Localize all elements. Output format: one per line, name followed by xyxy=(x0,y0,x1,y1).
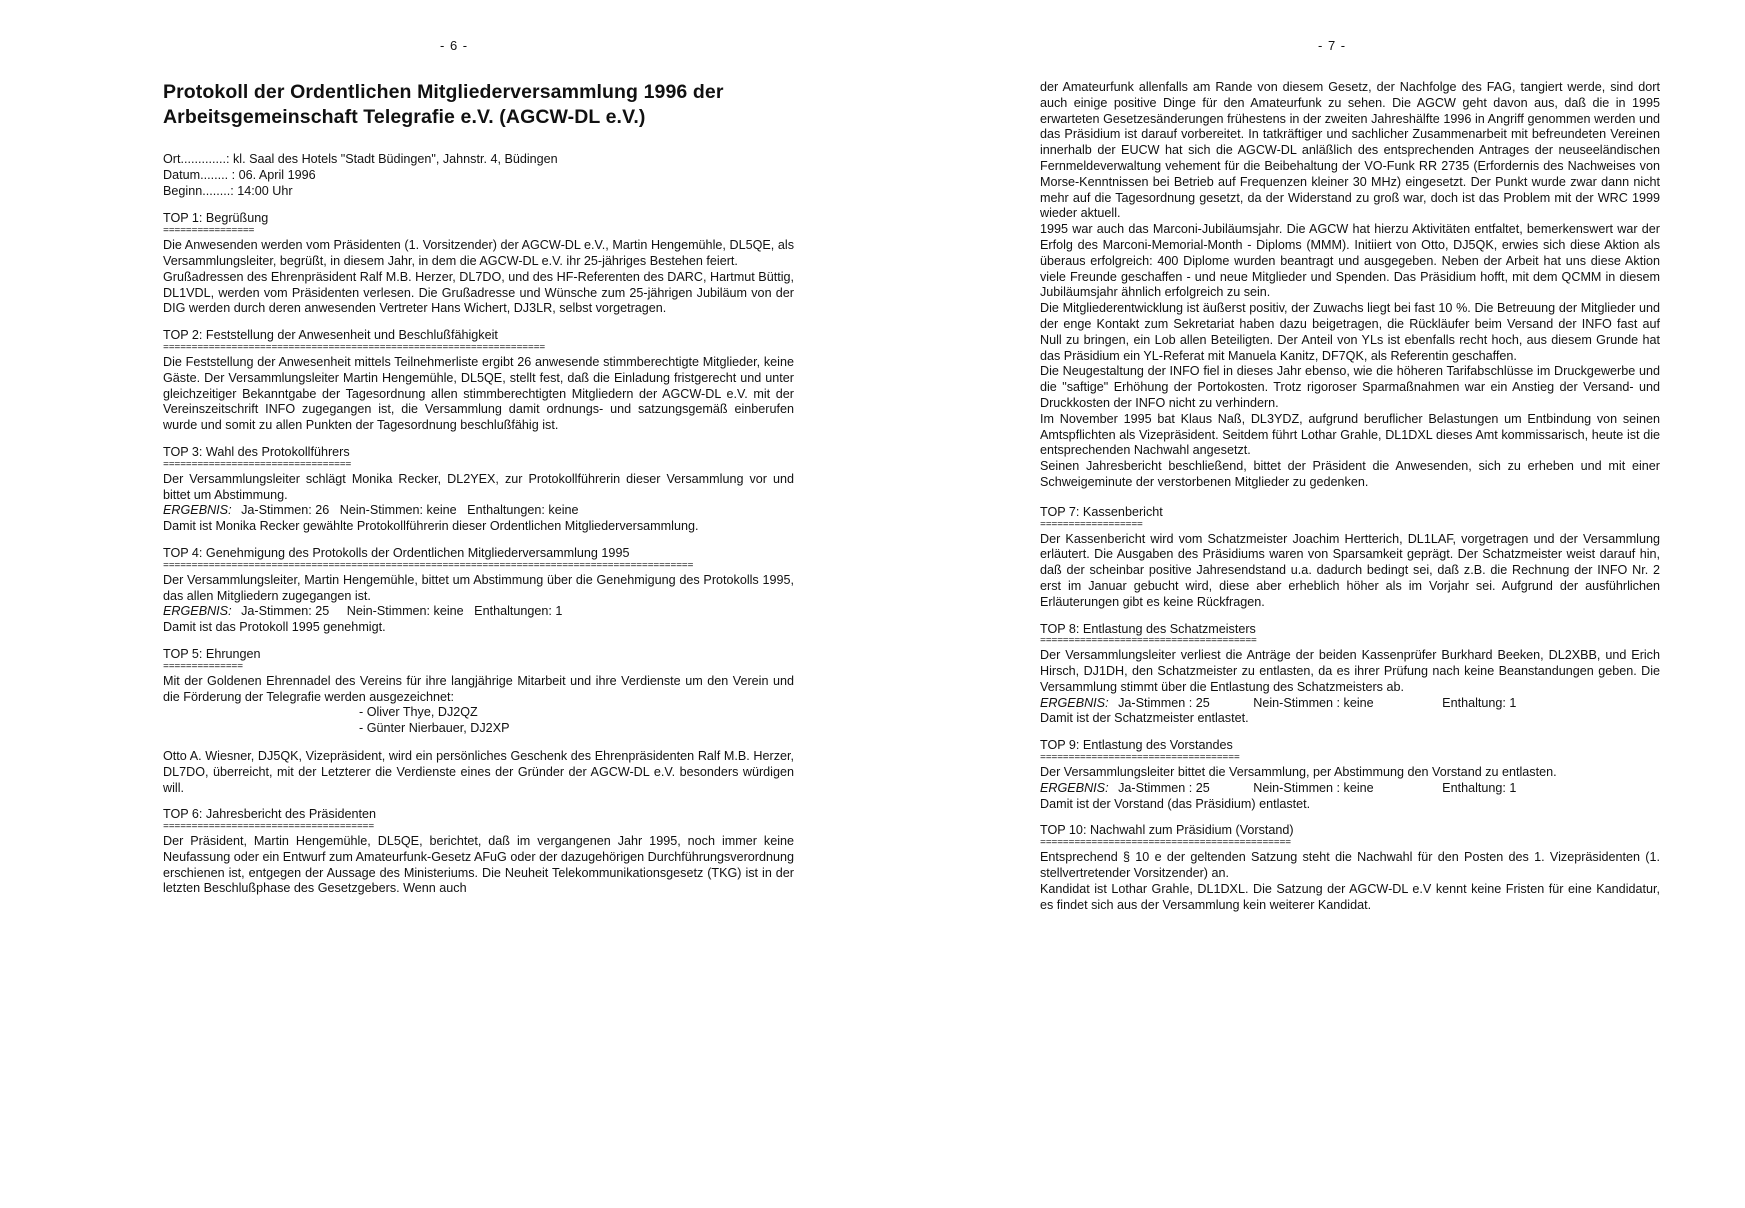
vote-abstain: Enthaltung: 1 xyxy=(1442,695,1517,710)
top8-vote-result xyxy=(1040,696,1660,712)
top7-heading: TOP 7: Kassenbericht xyxy=(1040,504,1163,519)
top9-vote-result xyxy=(1040,781,1660,797)
top4-vote-result xyxy=(163,604,794,620)
vote-no: Nein-Stimmen: keine xyxy=(339,503,457,518)
meta-value: 06. April 1996 xyxy=(238,167,316,182)
top1-section xyxy=(163,211,794,317)
vote-result-label: ERGEBNIS: xyxy=(1040,695,1109,710)
meta-value: 14:00 Uhr xyxy=(237,183,293,198)
meta-label: Datum........ : xyxy=(163,167,236,182)
top2-section xyxy=(163,328,794,434)
vote-abstain: Enthaltungen: keine xyxy=(467,503,579,518)
vote-yes: Ja-Stimmen : 25 xyxy=(1118,695,1210,710)
top9-paragraph-2: Damit ist der Vorstand (das Präsidium) entlastet. xyxy=(1040,796,1311,811)
vote-abstain: Enthaltung: 1 xyxy=(1442,780,1517,795)
page-number-left: - 6 - xyxy=(440,38,469,53)
top4-paragraph-1: Der Versammlungsleiter, Martin Hengemühle, bittet um Abstimmung über die Genehmigung des Protokolls 1995, das allen Mitgliedern zugegangen ist. xyxy=(163,572,794,603)
top8-rule: ====================================== xyxy=(1040,638,1257,647)
top3-heading: TOP 3: Wahl des Protokollführers xyxy=(163,444,350,459)
top10-paragraph-1: Entsprechend § 10 e der geltenden Satzung steht die Nachwahl für den Posten des 1. Vizepräsidenten (1. stellvertretender Vorsitzender) an. xyxy=(1040,850,1660,881)
top9-paragraph-1: Der Versammlungsleiter bittet die Versammlung, per Abstimmung den Vorstand zu entlasten. xyxy=(1040,765,1557,780)
vote-result-label: ERGEBNIS: xyxy=(163,604,232,619)
top8-paragraph-2: Damit ist der Schatzmeister entlastet. xyxy=(1040,711,1249,726)
top6-paragraph-1-continued: der Amateurfunk allenfalls am Rande von diesem Gesetz, der Nachfolge des FAG, tangiert werde, sind dort auch einige positive Dinge für den Amateurfunk zu sehen. Die AGCW geht davon aus, daß die in 1995 erwarteten Gesetzesänderungen frühestens in der zweiten Jahreshälfte 1996 in Angriff genommen werden und das Präsidium ist darauf vorbereitet. In tatkräftiger und sachlicher Zusammenarbeit mit befreundeten Vereinen innerhalb der EUCW hat sich die AGCW-DL anläßlich des entsprechenden Antrages der neuseeländischen Fernmeldeverwaltung vehement für die Beibehaltung der VO-Funk RR 2735 (Erfordernis des Nachweises von Morse-Kenntnissen bei Betrieb auf Frequenzen kleiner 30 MHz) eingesetzt. Der Punkt wurde zwar dann nicht mehr auf die Tagesordnung gesetzt, da der Widerstand zu groß war, doch ist das Problem mit der WRC 1999 wieder aktuell. xyxy=(1040,80,1660,221)
top6-heading: TOP 6: Jahresbericht des Präsidenten xyxy=(163,807,377,822)
honoree-list xyxy=(359,705,794,737)
meta-start xyxy=(163,184,794,200)
honoree-item: - Günter Nierbauer, DJ2XP xyxy=(359,721,510,736)
top3-section xyxy=(163,445,794,535)
top5-paragraph-2: Otto A. Wiesner, DJ5QK, Vizepräsident, wird ein persönliches Geschenk des Ehrenpräsidenten Ralf M.B. Herzer, DL7DO, überreicht, mit der Letzterer die Verdienste eines der Gründer der AGCW-DL e.V. besonders würdigen will. xyxy=(163,748,794,795)
top6-paragraph-3: Die Mitgliederentwicklung ist äußerst positiv, der Zuwachs liegt bei fast 10 %. Die Betreuung der Mitglieder und der enge Kontakt zum Sekretariat haben dazu beigetragen, die Rückläufer beim Versand der INFO fast auf Null zu bringen, ein Lob allen Beteiligten. Der Anteil von YLs ist ebenfalls recht hoch, aus diesem Grunde hat das Präsidium ein YL-Referat mit Manuela Kanitz, DF7QK, als Referentin geschaffen. xyxy=(1040,301,1660,363)
top6-paragraph-5: Im November 1995 bat Klaus Naß, DL3YDZ, aufgrund beruflicher Belastungen um Entbindung von seinen Amtspflichten als Vizepräsident. Seitdem führt Lothar Grahle, DL1DXL dieses Amt kommissarisch, heute ist die entsprechenden Nachwahl angesetzt. xyxy=(1040,411,1660,458)
top6-section xyxy=(163,807,794,897)
top8-section xyxy=(1040,622,1660,728)
meta-location xyxy=(163,152,794,168)
top9-heading: TOP 9: Entlastung des Vorstandes xyxy=(1040,738,1233,753)
top1-heading: TOP 1: Begrüßung xyxy=(163,211,269,226)
top1-paragraph-2: Grußadressen des Ehrenpräsident Ralf M.B. Herzer, DL7DO, und des HF-Referenten des DARC, Hartmut Büttig, DL1VDL, werden vom Präsidenten verlesen. Die Grußadresse und Wünsche zum 25-jährigen Jubiläum von der DIG werden durch deren anwesenden Vertreter Hans Wichert, DJ3LR, selbst vorgetragen. xyxy=(163,269,794,316)
top2-rule: =================================================================== xyxy=(163,344,545,353)
meeting-info xyxy=(163,152,794,199)
top3-paragraph-2: Damit ist Monika Recker gewählte Protokollführerin dieser Ordentlichen Mitgliederversammlung. xyxy=(163,519,699,534)
vote-no: Nein-Stimmen : keine xyxy=(1253,780,1374,795)
top1-paragraph-1: Die Anwesenden werden vom Präsidenten (1. Vorsitzender) der AGCW-DL e.V., Martin Hengemühle, DL5QE, als Versammlungsleiter, begrüßt, in diesem Jahr, in dem die AGCW-DL e.V. ihr 25-jähriges Bestehen feiert. xyxy=(163,238,794,268)
meta-label: Beginn........: xyxy=(163,183,234,198)
vote-no: Nein-Stimmen: keine xyxy=(346,604,464,619)
top5-section xyxy=(163,647,794,796)
top4-heading: TOP 4: Genehmigung des Protokolls der Ordentlichen Mitgliederversammlung 1995 xyxy=(163,545,630,560)
page-number-right: - 7 - xyxy=(1318,38,1347,53)
vote-result-label: ERGEBNIS: xyxy=(1040,780,1109,795)
top7-paragraph-1: Der Kassenbericht wird vom Schatzmeister Joachim Hertterich, DL1LAF, vorgetragen und der Versammlung erläutert. Die Ausgaben des Präsidiums waren von Sparsamkeit geprägt. Der Schatzmeister weist darauf hin, daß der scheinbar positive Jahresendstand u.a. dadurch bedingt sei, daß z.B. die Rechnung der INFO Nr. 2 erst im Januar gebucht wird, diese aber erheblich höher als im Vorjahr sei. Aufgrund der ausführlichen Erläuterungen gibt es keine Rückfragen. xyxy=(1040,531,1660,609)
top6-paragraph-4: Die Neugestaltung der INFO fiel in dieses Jahr ebenso, wie die höheren Tarifabschlüsse im Druckgewerbe und die "saftige" Erhöhung der Portokosten. Trotz rigoroser Sparmaßnahmen war ein Anstieg der Versand- und Druckkosten der INFO nicht zu verhindern. xyxy=(1040,364,1660,410)
top7-rule: ================== xyxy=(1040,521,1143,530)
top7-section xyxy=(1040,505,1660,611)
top3-vote-result xyxy=(163,503,794,519)
top4-rule: ============================================================================================= xyxy=(163,562,694,571)
honoree-item: - Oliver Thye, DJ2QZ xyxy=(359,705,478,720)
meta-date xyxy=(163,168,794,184)
top2-heading: TOP 2: Feststellung der Anwesenheit und Beschlußfähigkeit xyxy=(163,328,498,343)
meta-label: Ort.............: xyxy=(163,152,230,166)
top6-paragraph-2: 1995 war auch das Marconi-Jubiläumsjahr. Die AGCW hat hierzu Aktivitäten entfaltet, bemerkenswert war der Erfolg des Marconi-Memorial-Month - Diploms (MMM). Initiiert von Otto, DJ5QK, erwies sich diese Aktion als überaus erfolgreich: 400 Diplome wurden beantragt und ausgegeben. Neben der Arbeit hat uns diese Aktion viele Freunde geschaffen - und neue Mitglieder und Spenden. Das Präsidium hofft, mit dem QCMM in diesem Jubiläumsjahr ähnlich erfolgreich zu sein. xyxy=(1040,222,1660,300)
top8-paragraph-1: Der Versammlungsleiter verliest die Anträge der beiden Kassenprüfer Burkhard Beeken, DL2XBB, und Erich Hirsch, DJ1DH, den Schatzmeister zu entlasten, da es ihrer Prüfung nach keine Beanstandungen geben. Die Versammlung stimmt über die Entlastung des Schatzmeisters ab. xyxy=(1040,648,1660,694)
top3-rule: ================================= xyxy=(163,461,352,470)
left-page xyxy=(163,80,794,897)
top6-rule: ===================================== xyxy=(163,824,374,833)
top10-rule: ============================================ xyxy=(1040,840,1291,849)
vote-yes: Ja-Stimmen : 25 xyxy=(1118,780,1210,795)
top9-rule: =================================== xyxy=(1040,755,1240,764)
top1-rule: ================ xyxy=(163,228,255,237)
top9-section xyxy=(1040,738,1660,812)
meta-value: kl. Saal des Hotels "Stadt Büdingen", Jahnstr. 4, Büdingen xyxy=(232,152,558,166)
vote-abstain: Enthaltungen: 1 xyxy=(474,604,563,619)
top10-section xyxy=(1040,823,1660,913)
right-page xyxy=(1040,80,1660,913)
top5-paragraph-1: Mit der Goldenen Ehrennadel des Vereins für ihre langjährige Mitarbeit und ihre Verdienste um den Verein und die Förderung der Telegrafie werden ausgezeichnet: xyxy=(163,673,794,704)
top4-section xyxy=(163,546,794,636)
top4-paragraph-2: Damit ist das Protokoll 1995 genehmigt. xyxy=(163,620,386,635)
top5-rule: ============== xyxy=(163,663,243,672)
vote-no: Nein-Stimmen : keine xyxy=(1253,695,1374,710)
vote-result-label: ERGEBNIS: xyxy=(163,503,232,518)
top8-heading: TOP 8: Entlastung des Schatzmeisters xyxy=(1040,621,1256,636)
vote-yes: Ja-Stimmen: 25 xyxy=(241,604,330,619)
top10-paragraph-2: Kandidat ist Lothar Grahle, DL1DXL. Die Satzung der AGCW-DL e.V kennt keine Fristen für eine Kandidatur, es findet sich aus der Versammlung kein weiterer Kandidat. xyxy=(1040,881,1660,912)
top5-heading: TOP 5: Ehrungen xyxy=(163,646,261,661)
top3-paragraph-1: Der Versammlungsleiter schlägt Monika Recker, DL2YEX, zur Protokollführerin dieser Versammlung vor und bittet um Abstimmung. xyxy=(163,471,794,502)
top10-heading: TOP 10: Nachwahl zum Präsidium (Vorstand) xyxy=(1040,823,1294,838)
document-title: Protokoll der Ordentlichen Mitgliederversammlung 1996 der Arbeitsgemeinschaft Telegrafie e.V. (AGCW-DL e.V.) xyxy=(163,81,724,128)
top6-paragraph-1-start: Der Präsident, Martin Hengemühle, DL5QE, berichtet, daß im vergangenen Jahr 1995, noch immer keine Neufassung oder ein Entwurf zum Amateurfunk-Gesetz AFuG oder der dazugehörigen Durchführungsverordnung erschienen ist, entgegen der Aussage des Ministeriums. Die Neuheit Telekommunikationsgesetz (TKG) ist in der letzten Beschlußphase des Gesetzgebers. Wenn auch xyxy=(163,834,794,896)
top6-paragraph-6: Seinen Jahresbericht beschließend, bittet der Präsident die Anwesenden, sich zu erheben und mit einer Schweigeminute der verstorbenen Mitglieder zu gedenken. xyxy=(1040,459,1660,489)
vote-yes: Ja-Stimmen: 26 xyxy=(241,503,330,518)
top2-paragraph-1: Die Feststellung der Anwesenheit mittels Teilnehmerliste ergibt 26 anwesende stimmberechtigte Mitglieder, keine Gäste. Der Versammlungsleiter Martin Hengemühle, DL5QE, stellt fest, daß die Einladung fristgerecht und unter gleichzeitiger Bekanntgabe der Tagesordnung allen stimmberechtigten Mitgliedern der AGCW-DL e.V. mit der Vereinszeitschrift INFO zugegangen ist, die Versammlung damit ordnungs- und satzungsgemäß einberufen wurde und somit zu allen Punkten der Tagesordnung beschlußfähig ist. xyxy=(163,354,794,433)
